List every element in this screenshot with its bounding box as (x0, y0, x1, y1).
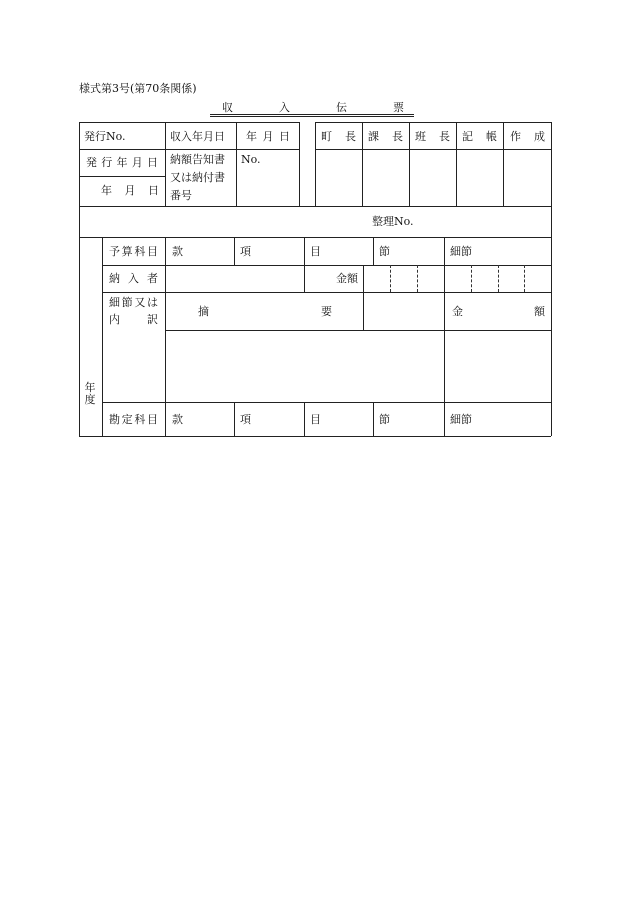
label-char: 目 (146, 245, 158, 258)
grid-line (234, 237, 235, 265)
approval-char: 記 (462, 130, 473, 143)
label-char: 月 (131, 156, 143, 169)
grid-line (304, 402, 305, 436)
amount-label: 金額 (336, 272, 358, 285)
budget-saisetsu: 細節 (450, 245, 472, 258)
amount-divider (390, 265, 391, 292)
grid-line (79, 149, 300, 150)
account-subject-label (109, 413, 158, 426)
notice-label-line-2: 又は納付書 (170, 171, 225, 184)
ymd-char: 年 (101, 184, 112, 197)
account-setsu: 節 (379, 413, 390, 426)
ymd-char: 月 (262, 130, 274, 143)
fiscal-year-char: 度 (84, 393, 96, 406)
grid-line (79, 206, 80, 436)
budget-kan: 款 (172, 245, 183, 258)
breakdown-label-2 (109, 313, 158, 326)
label-char: 納 (109, 272, 120, 285)
title-underline (210, 116, 414, 117)
label-char: 勘 (109, 413, 120, 426)
account-saisetsu: 細節 (450, 413, 472, 426)
budget-moku: 目 (310, 245, 321, 258)
issue-no-label: 発行No. (84, 130, 126, 143)
grid-line (234, 402, 235, 436)
label-char: 行 (101, 156, 113, 169)
grid-line (551, 206, 552, 436)
notice-label-line-1: 納額告知書 (170, 153, 225, 166)
amount-header (452, 305, 545, 318)
label-char: 算 (121, 245, 133, 258)
approval-char: 長 (392, 130, 403, 143)
grid-line (456, 122, 457, 206)
account-moku: 目 (310, 413, 321, 426)
amount-divider (524, 265, 525, 292)
label-char: 科 (134, 413, 146, 426)
ymd-char: 月 (124, 184, 136, 197)
label-char: 又 (134, 296, 146, 309)
form-title (222, 101, 404, 114)
approval-bookkeeping (462, 130, 497, 143)
label-char: は (146, 296, 158, 309)
label-char: 摘 (198, 305, 209, 318)
amount-divider (471, 265, 472, 292)
grid-line (373, 402, 374, 436)
grid-line (79, 122, 80, 206)
label-char: 科 (134, 245, 146, 258)
grid-line (304, 237, 305, 265)
payer-label (109, 272, 158, 285)
approval-preparer (510, 130, 545, 143)
grid-line (79, 176, 165, 177)
account-kan: 款 (172, 413, 183, 426)
title-char: 収 (222, 101, 233, 114)
grid-line (79, 237, 551, 238)
amount-divider (417, 265, 418, 292)
grid-line (444, 237, 445, 436)
approval-team-chief (415, 130, 450, 143)
approval-char: 班 (415, 130, 426, 143)
title-char: 入 (279, 101, 290, 114)
grid-line (315, 149, 551, 150)
budget-subject-label (109, 245, 158, 258)
issue-date-ymd (101, 184, 159, 197)
amount-divider (498, 265, 499, 292)
label-char: 額 (534, 305, 545, 318)
budget-kou: 項 (240, 245, 251, 258)
label-char: 年 (116, 156, 128, 169)
summary-header (198, 305, 332, 318)
approval-char: 長 (439, 130, 450, 143)
label-char: 内 (109, 313, 120, 326)
label-char: 者 (147, 272, 158, 285)
label-char: 細 (109, 296, 120, 309)
label-char: 予 (109, 245, 120, 258)
grid-line (102, 237, 103, 436)
ymd-char: 年 (246, 130, 257, 143)
notice-label-line-3: 番号 (170, 189, 192, 202)
grid-line (551, 122, 552, 206)
approval-char: 成 (534, 130, 545, 143)
title-char: 票 (393, 101, 404, 114)
label-char: 入 (128, 272, 139, 285)
grid-line (236, 122, 237, 206)
grid-line (315, 122, 316, 206)
label-char: 目 (146, 413, 158, 426)
label-char: 定 (121, 413, 133, 426)
grid-line (102, 402, 551, 403)
grid-line (102, 292, 551, 293)
budget-setsu: 節 (379, 245, 390, 258)
receipt-date-label: 収入年月日 (170, 130, 225, 143)
grid-line (79, 122, 300, 123)
approval-char: 長 (345, 130, 356, 143)
label-char: 発 (86, 156, 97, 169)
label-char: 金 (452, 305, 463, 318)
label-char: 日 (147, 156, 158, 169)
fiscal-year-label (83, 382, 97, 406)
breakdown-label-1 (109, 296, 158, 309)
grid-line (373, 237, 374, 265)
approval-char: 課 (368, 130, 379, 143)
approval-mayor (321, 130, 356, 143)
issue-date-label (86, 156, 158, 169)
approval-char: 作 (510, 130, 521, 143)
grid-line (363, 265, 364, 330)
receipt-date-blank (246, 130, 290, 143)
grid-line (503, 122, 504, 206)
approval-char: 帳 (486, 130, 497, 143)
grid-line (409, 122, 410, 206)
grid-line (165, 237, 166, 436)
approval-char: 町 (321, 130, 332, 143)
title-underline (210, 114, 414, 115)
ymd-char: 日 (279, 130, 290, 143)
grid-line (299, 122, 300, 206)
grid-line (102, 265, 551, 266)
grid-line (362, 122, 363, 206)
grid-line (165, 122, 166, 206)
ref-no-label: 整理No. (372, 215, 414, 228)
ymd-char: 日 (148, 184, 159, 197)
label-char: 要 (321, 305, 332, 318)
label-char: 節 (121, 296, 133, 309)
label-char: 訳 (147, 313, 158, 326)
grid-line (79, 206, 551, 207)
notice-no-label: No. (241, 153, 261, 166)
fiscal-year-char: 年 (84, 381, 96, 394)
grid-line (304, 265, 305, 292)
grid-line (165, 330, 551, 331)
grid-line (315, 122, 551, 123)
title-char: 伝 (336, 101, 347, 114)
grid-line (79, 436, 551, 437)
form-header: 様式第3号(第70条関係) (79, 82, 197, 95)
approval-section-chief (368, 130, 403, 143)
account-kou: 項 (240, 413, 251, 426)
